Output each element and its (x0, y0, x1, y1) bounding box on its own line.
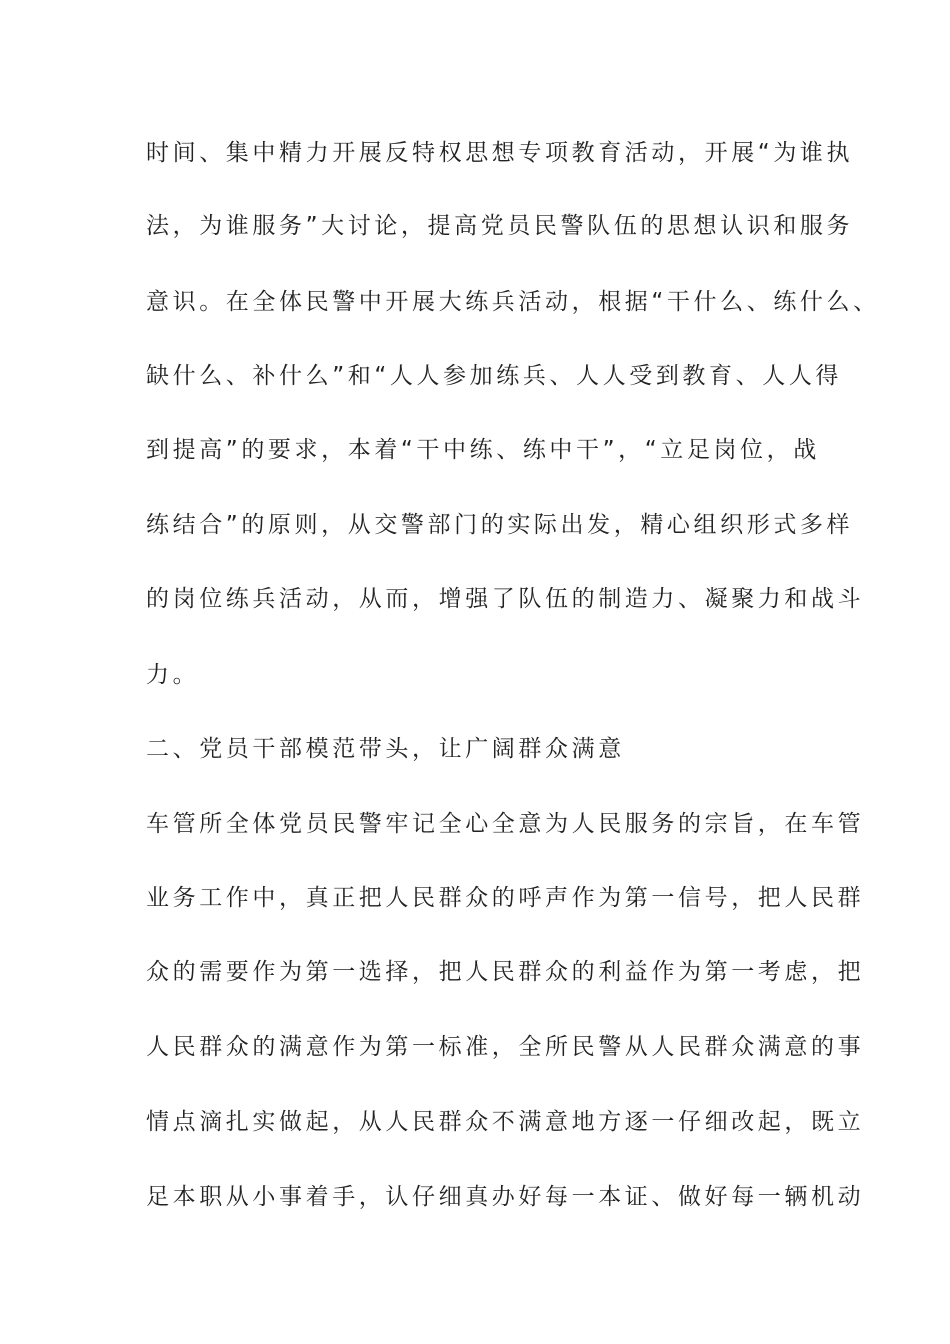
section-heading: 二、党员干部模范带头，让广阔群众满意 (146, 736, 625, 762)
body-line-14: 情点滴扎实做起，从人民群众不满意地方逐一仔细改起，既立 (146, 1109, 865, 1135)
body-line-1: 时间、集中精力开展反特权思想专项教育活动，开展“为谁执 (146, 140, 854, 166)
body-line-6: 练结合”的原则，从交警部门的实际出发，精心组织形式多样 (146, 512, 854, 538)
body-line-4: 缺什么、补什么”和“人人参加练兵、人人受到教育、人人得 (146, 363, 843, 389)
body-line-8: 力。 (146, 662, 200, 688)
body-line-11: 业务工作中，真正把人民群众的呼声作为第一信号，把人民群 (146, 885, 865, 911)
body-line-3: 意识。在全体民警中开展大练兵活动，根据“干什么、练什么、 (146, 289, 880, 315)
body-line-2: 法，为谁服务”大讨论，提高党员民警队伍的思想认识和服务 (146, 213, 854, 239)
body-line-13: 人民群众的满意作为第一标准，全所民警从人民群众满意的事 (146, 1034, 865, 1060)
body-line-12: 众的需要作为第一选择，把人民群众的利益作为第一考虑，把 (146, 959, 865, 985)
body-line-10: 车管所全体党员民警牢记全心全意为人民服务的宗旨，在车管 (146, 811, 865, 837)
body-line-7: 的岗位练兵活动，从而，增强了队伍的制造力、凝聚力和战斗 (146, 586, 865, 612)
body-line-15: 足本职从小事着手，认仔细真办好每一本证、做好每一辆机动 (146, 1184, 865, 1210)
body-line-5: 到提高”的要求，本着“干中练、练中干”，“立足岗位，战 (146, 437, 820, 463)
